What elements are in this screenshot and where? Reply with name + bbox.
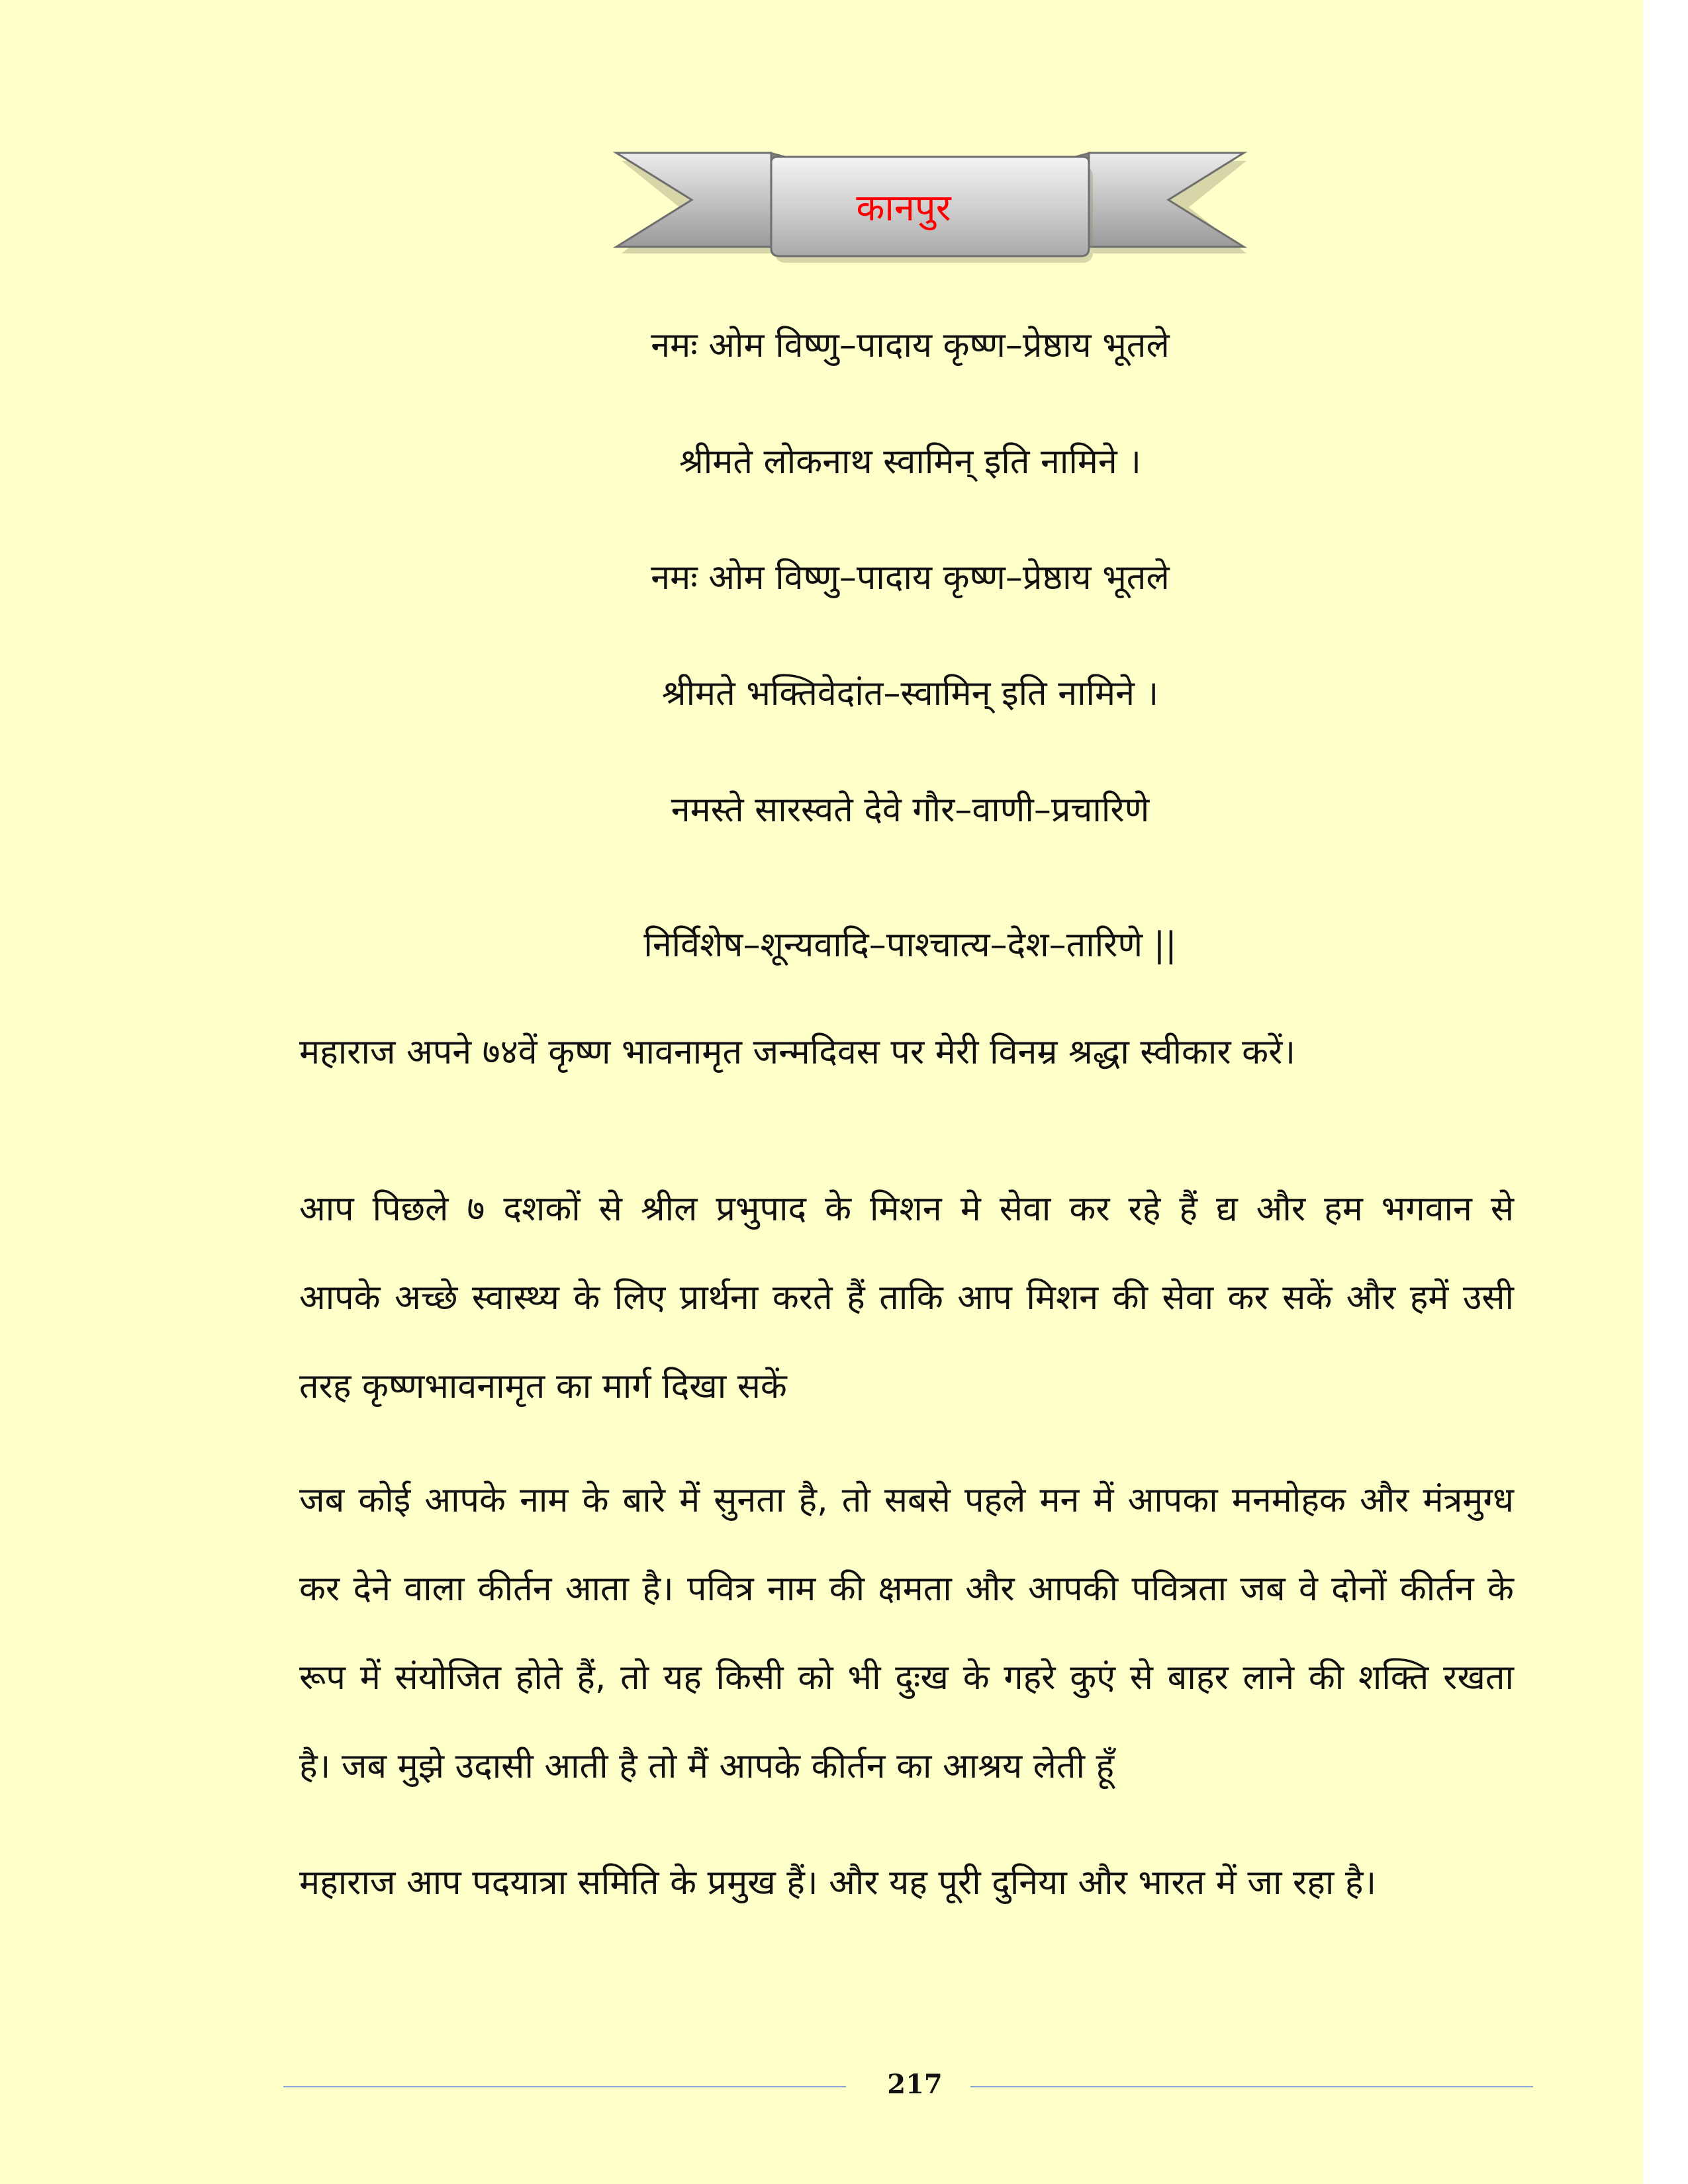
paragraph-line: आपके अच्छे स्वास्थ्य के लिए प्रार्थना करते हैं ताकि आप मिशन की सेवा कर सकें और हमें उसी: [299, 1278, 1514, 1318]
verse-line: नमः ओम विष्णु–पादाय कृष्ण–प्रेष्ठाय भूतले: [651, 558, 1170, 598]
paragraph: [299, 1853, 1514, 1942]
paragraph-line: रूप में संयोजित होते हैं, तो यह किसी को भी दुःख के गहरे कुएं से बाहर लाने की शक्ति रखता: [299, 1658, 1514, 1698]
title-banner: [612, 149, 1248, 268]
footer-rule-right: [970, 2086, 1533, 2087]
paragraph-line: जब कोई आपके नाम के बारे में सुनता है, तो सबसे पहले मन में आपका मनमोहक और मंत्रमुग्ध: [299, 1480, 1514, 1520]
verse-line: नमः ओम विष्णु–पादाय कृष्ण–प्रेष्ठाय भूतले: [651, 326, 1170, 365]
footer-rule-left: [283, 2086, 846, 2087]
page-number: 217: [887, 2069, 943, 2100]
verse-line: श्रीमते भक्तिवेदांत–स्वामिन् इति नामिने ।: [661, 674, 1159, 713]
paragraph: [299, 1471, 1514, 1825]
paragraph-line: कर देने वाला कीर्तन आता है। पवित्र नाम की क्षमता और आपकी पवित्रता जब वे दोनों कीर्तन के: [299, 1569, 1514, 1609]
paragraph: [299, 1179, 1514, 1445]
paragraph: [299, 1023, 1514, 1111]
paragraph-line: तरह कृष्णभावनामृत का मार्ग दिखा सकें: [299, 1367, 787, 1406]
paragraph-line: है। जब मुझे उदासी आती है तो मैं आपके कीर्तन का आश्रय लेती हूँ: [299, 1747, 1115, 1786]
paragraph-line: महाराज आप पदयात्रा समिति के प्रमुख हैं। और यह पूरी दुनिया और भारत में जा रहा है।: [299, 1863, 1377, 1903]
verse-line: नमस्ते सारस्वते देवे गौर–वाणी–प्रचारिणे: [671, 790, 1150, 830]
paragraph-line: महाराज अपने ७४वें कृष्ण भावनामृत जन्मदिवस पर मेरी विनम्र श्रद्धा स्वीकार करें।: [299, 1032, 1296, 1072]
paragraph-line: आप पिछले ७ दशकों से श्रील प्रभुपाद के मिशन मे सेवा कर रहे हैं द्य और हम भगवान से: [299, 1189, 1514, 1229]
verse-line: श्रीमते लोकनाथ स्वामिन् इति नामिने ।: [679, 442, 1141, 482]
verse-line: निर्विशेष–शून्यवादि–पाश्चात्य–देश–तारिणे ||: [643, 925, 1177, 965]
banner-title: कानपुर: [856, 187, 951, 230]
